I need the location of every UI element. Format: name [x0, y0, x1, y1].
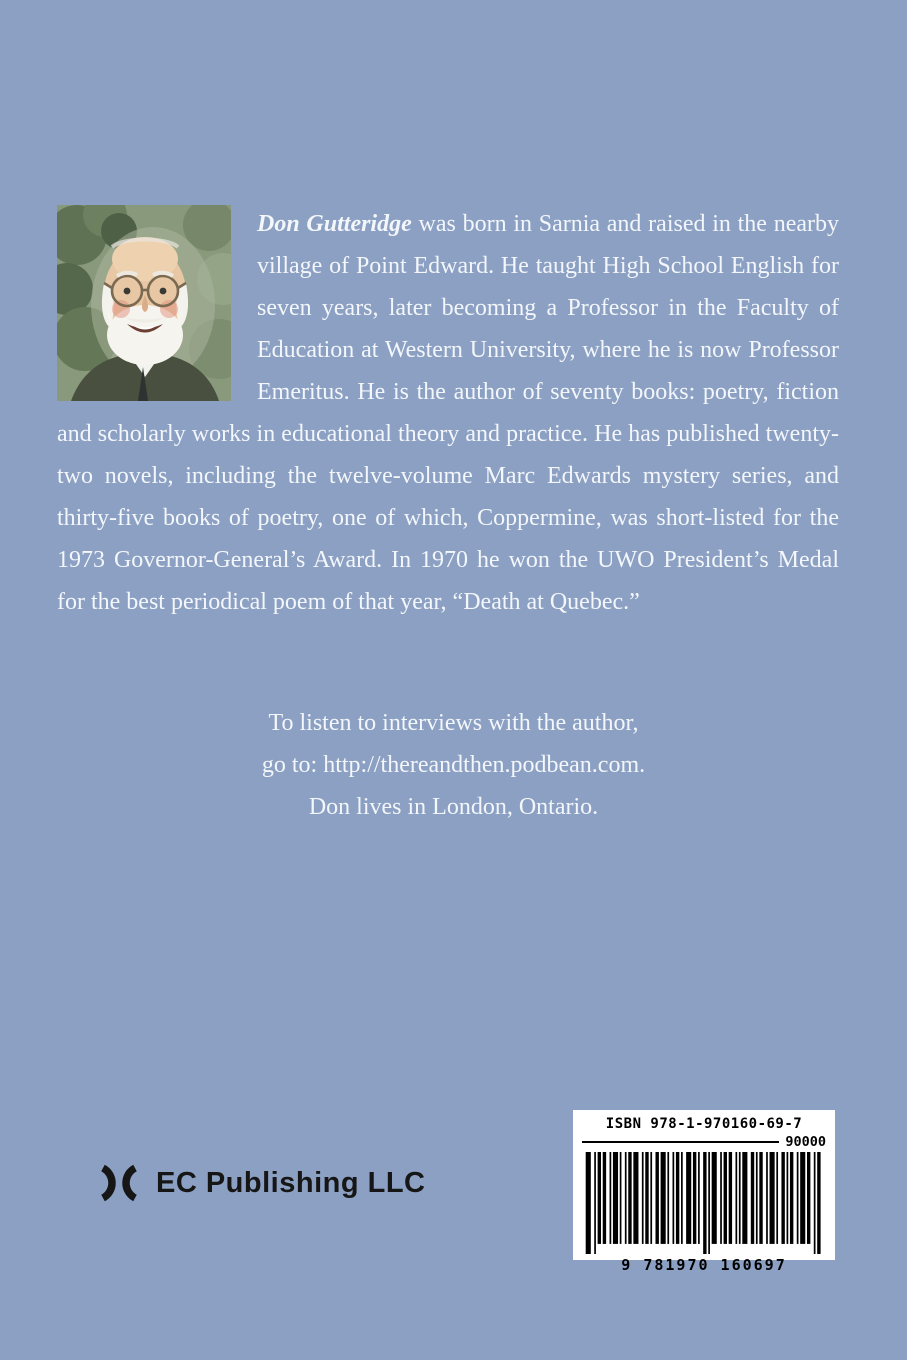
interview-line-1: To listen to interviews with the author, [268, 710, 639, 736]
interview-line-2: go to: http://thereandthen.podbean.com. [261, 752, 646, 778]
interview-info [0, 702, 907, 828]
price-rule [582, 1141, 779, 1143]
author-bio-section [57, 203, 839, 623]
price-code: 90000 [785, 1133, 826, 1150]
publisher-logo [95, 1162, 426, 1204]
author-name: Don Gutteridge [257, 211, 412, 237]
isbn-barcode [573, 1110, 835, 1275]
barcode-bars-icon [584, 1152, 824, 1254]
ec-monogram-icon [95, 1162, 143, 1204]
author-photo [57, 205, 231, 401]
price-code-row [582, 1134, 826, 1149]
isbn-label: ISBN 978-1-970160-69-7 [605, 1116, 803, 1132]
interview-line-3: Don lives in London, Ontario. [308, 794, 599, 820]
author-bio-body: was born in Sarnia and raised in the nearby village of Point Edward. He taught High School English for seven years, later becoming a Professor in the Faculty of Education at Western University, where he is now Professor Emeritus. He is the author of seventy books: poetry, fiction and scholarly works in educational theory and practice. He has published twenty-two novels, including the twelve-volume Marc Edwards mystery series, and thirty-five books of poetry, one of which, Coppermine, was short-listed for the 1973 Governor-General’s Award. In 1970 he won the UWO President’s Medal for the best periodical poem of that year, “Death at Quebec.” [57, 211, 839, 615]
barcode-digits: 9 781970 160697 [621, 1256, 787, 1275]
publisher-name: EC Publishing LLC [156, 1166, 426, 1199]
